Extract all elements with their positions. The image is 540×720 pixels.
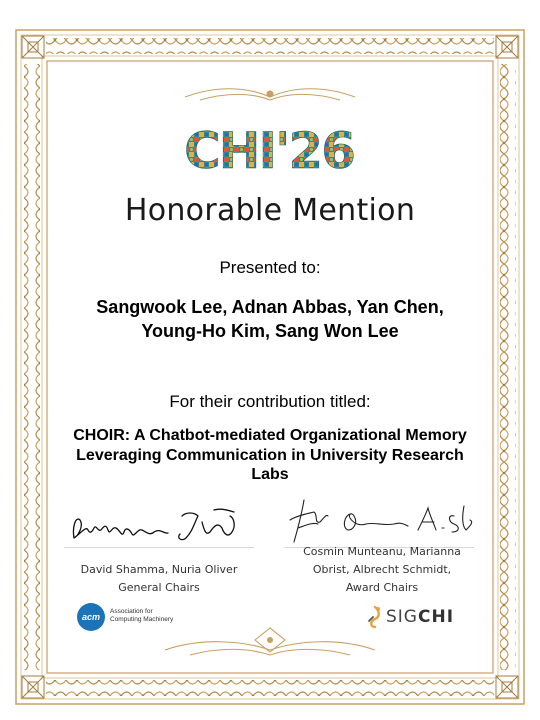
- paper-title-line: Labs: [251, 466, 289, 483]
- recipient-line: Young-Ho Kim, Sang Won Lee: [141, 321, 399, 341]
- general-chairs-signatures: [68, 502, 253, 548]
- award-chairs: [284, 543, 480, 597]
- svg-text:CHI'26: CHI'26: [183, 122, 355, 180]
- award-chairs-signatures: [284, 492, 474, 548]
- acm-name-line: Computing Machinery: [110, 616, 174, 623]
- award-chairs-names-line: Obrist, Albrecht Schmidt,: [312, 563, 452, 576]
- sigchi-logo: [366, 604, 471, 630]
- recipient-line: Sangwook Lee, Adnan Abbas, Yan Chen,: [96, 297, 444, 317]
- contribution-intro: For their contribution titled:: [169, 392, 371, 411]
- sigchi-suffix: CHI: [417, 607, 455, 627]
- chi26-logo: [183, 122, 355, 180]
- award-chairs-names-line: Cosmin Munteanu, Marianna: [303, 545, 461, 558]
- sigchi-wordmark: [386, 607, 454, 627]
- acm-logo: [77, 603, 187, 633]
- award-title: Honorable Mention: [124, 193, 416, 228]
- paper-title: [0, 426, 540, 485]
- sigchi-prefix: SIG: [386, 607, 418, 627]
- general-chairs: [64, 561, 254, 597]
- acm-name-line: Association for: [110, 608, 153, 615]
- presented-to-label: Presented to:: [219, 258, 321, 277]
- acm-mark: acm: [77, 603, 105, 631]
- acm-name: [110, 608, 190, 624]
- general-chairs-role: General Chairs: [118, 581, 200, 594]
- signature-line: [64, 547, 254, 548]
- award-chairs-role: Award Chairs: [345, 581, 419, 594]
- paper-title-line: Leveraging Communication in University Research: [76, 446, 464, 464]
- general-chairs-names: David Shamma, Nuria Oliver: [80, 563, 238, 576]
- recipient-names: [0, 295, 540, 343]
- paper-title-line: CHOIR: A Chatbot-mediated Organizational Memory: [73, 427, 467, 444]
- sigchi-icon: [366, 605, 384, 629]
